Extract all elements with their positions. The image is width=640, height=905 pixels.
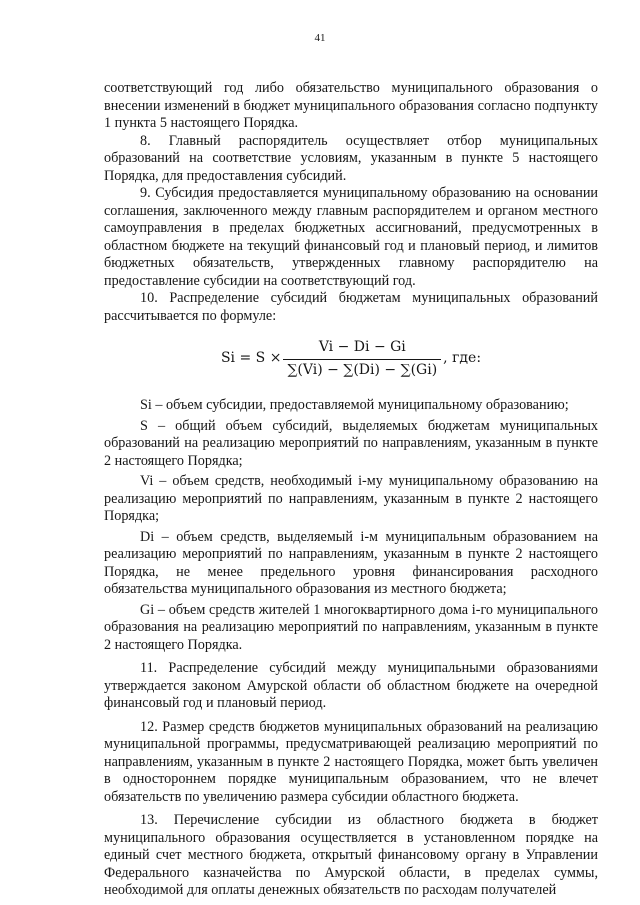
paragraph-continuation: соответствующий год либо обязательство муниципального образования о внесении изменений в бюджет муниципального образования согласно подпункту 1 пункта 5 настоящего Порядка. [104,80,598,131]
subsidy-formula [104,339,598,379]
paragraph-9: 9. Субсидия предоставляется муниципальному образованию на основании соглашения, заключенного между главным распорядителем и органом местного самоуправления в пределах бюджетных ассигнований, предусмотренных в областном бюджете на текущий финансовый год и плановый период, и лимитов бюджетных обязательств, утвержденных главному распорядителю на предоставление субсидии на соответствующий год. [104,185,598,289]
definition-vi: Vi – объем средств, необходимый i-му муниципальному образованию на реализацию мероприятий по направлениям, указанным в пункте 2 настоящего Порядка; [104,473,598,524]
formula-lhs: Si = S × [220,350,282,367]
definition-s: S – общий объем субсидий, выделяемых бюджетам муниципальных образований на реализацию мероприятий по направлениям, указанным в пункте 2 настоящего Порядка; [104,417,598,469]
formula-suffix: , где: [443,350,482,367]
paragraph-10: 10. Распределение субсидий бюджетам муниципальных образований рассчитывается по формуле: [104,290,598,324]
paragraph-11: 11. Распределение субсидий между муниципальными образованиями утверждается законом Амурской области об областном бюджете на очередной финансовый год и плановый период. [104,660,598,711]
paragraph-12: 12. Размер средств бюджетов муниципальных образований на реализацию муниципальной программы, предусматривающей реализацию мероприятий по направлениям, указанным в пункте 2 настоящего Порядка, может быть увеличен в одностороннем порядке муниципальным образованием, что не влечет обязательств по увеличению размера субсидии областного бюджета. [104,718,598,805]
page-number: 41 [314,32,326,44]
definition-si: Si – объем субсидии, предоставляемой муниципальному образованию; [140,397,569,413]
definition-di: Di – объем средств, выделяемый i-м муниципальным образованием на реализацию мероприятий по направлениям, указанным в пункте 2 настоящего Порядка, не менее предельного уровня финансирования расходного обязательства муниципального образования из местного бюджета; [104,528,598,597]
definition-gi: Gi – объем средств жителей 1 многоквартирного дома i-го муниципального образования на реализацию мероприятий по направлениям, указанным в пункте 2 настоящего Порядка. [104,601,598,653]
formula-denominator: ∑(Vi) − ∑(Di) − ∑(Gi) [283,359,441,380]
document-body [104,80,598,900]
formula-numerator: Vi − Di − Gi [318,339,406,355]
formula-fraction [283,339,441,379]
paragraph-13: 13. Перечисление субсидии из областного бюджета в бюджет муниципального образования осуществляется в установленном порядке на единый счет местного бюджета, открытый финансовому органу в Управлении Федерального казначейства по Амурской области, в пределах суммы, необходимой для оплаты денежных обязательств по расходам получателей [104,812,598,898]
paragraph-8: 8. Главный распорядитель осуществляет отбор муниципальных образований на соответствие условиям, указанным в пункте 5 настоящего Порядка, для предоставления субсидий. [104,132,598,184]
